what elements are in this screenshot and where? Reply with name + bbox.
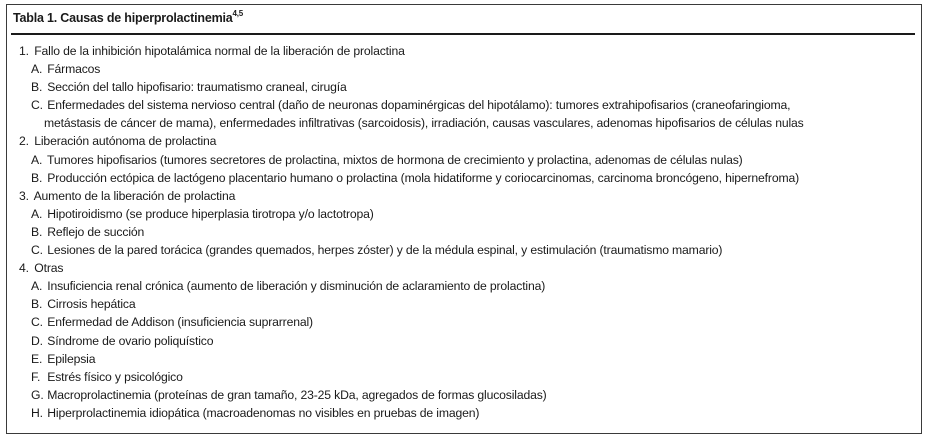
item-text: Macroprolactinemia (proteínas de gran tamaño, 23-25 kDa, agregados de formas glucosiladas) xyxy=(47,387,547,402)
section-title: Fallo de la inhibición hipotalámica normal de la liberación de prolactina xyxy=(34,44,405,58)
item-text: Hipotiroidismo (se produce hiperplasia tirotropa y/o lactotropa) xyxy=(47,206,374,221)
item-letter: A. xyxy=(31,152,43,167)
item-text: Tumores hipofisarios (tumores secretores de prolactina, mixtos de hormona de crecimiento y prolactina, adenomas de células nulas) xyxy=(47,152,743,167)
item-letter: A. xyxy=(31,62,43,77)
item-letter: E. xyxy=(31,351,43,366)
list-item xyxy=(19,169,915,187)
item-letter: B. xyxy=(31,170,43,185)
item-letter: F. xyxy=(31,369,41,384)
item-letter: H. xyxy=(31,405,43,420)
item-text-continuation: metástasis de cáncer de mama), enfermedades infiltrativas (sarcoidosis), irradiación, causas vasculares, adenomas hipofisarios de células nulas xyxy=(44,116,804,131)
item-letter: B. xyxy=(31,224,43,239)
item-text: Lesiones de la pared torácica (grandes quemados, herpes zóster) y de la médula espinal, y estimulación (traumatismo mamario) xyxy=(47,243,723,258)
list-item xyxy=(19,96,915,114)
item-letter: D. xyxy=(31,333,43,348)
item-letter: C. xyxy=(31,98,43,113)
list-item xyxy=(19,386,915,404)
section-number: 4. xyxy=(19,261,29,276)
section-title: Liberación autónoma de prolactina xyxy=(34,134,217,149)
table-title-text: Tabla 1. Causas de hiperprolactinemia xyxy=(13,11,233,26)
list-item xyxy=(19,313,915,331)
item-text: Sección del tallo hipofisario: traumatismo craneal, cirugía xyxy=(47,80,347,95)
item-text: Hiperprolactinemia idiopática (macroadenomas no visibles en pruebas de imagen) xyxy=(47,405,480,420)
causes-table xyxy=(6,4,922,434)
item-text: Enfermedad de Addison (insuficiencia suprarrenal) xyxy=(47,315,313,330)
list-item xyxy=(19,205,915,223)
item-text: Epilepsia xyxy=(47,351,96,366)
list-item xyxy=(19,350,915,368)
list-item xyxy=(19,223,915,241)
item-text: Enfermedades del sistema nervioso central (daño de neuronas dopaminérgicas del hipotálamo): tumores extrahipofisarios (craneofaringioma, xyxy=(47,98,791,113)
list-item xyxy=(19,241,915,259)
item-text: Fármacos xyxy=(47,62,101,77)
list-item xyxy=(19,368,915,386)
item-letter: C. xyxy=(31,315,43,330)
section-title: Otras xyxy=(34,261,64,276)
item-letter: B. xyxy=(31,80,43,95)
list-item xyxy=(19,404,915,422)
section-number: 3. xyxy=(19,188,29,203)
section-title: Aumento de la liberación de prolactina xyxy=(33,188,236,203)
title-divider xyxy=(11,33,915,35)
section-number: 1. xyxy=(19,44,29,58)
section-heading xyxy=(19,132,915,150)
list-item xyxy=(19,295,915,313)
list-item xyxy=(19,277,915,295)
item-text: Cirrosis hepática xyxy=(47,297,136,312)
section-number: 2. xyxy=(19,134,29,149)
table-content xyxy=(19,42,915,422)
section-heading xyxy=(19,259,915,277)
item-letter: A. xyxy=(31,206,43,221)
item-letter: G. xyxy=(31,387,44,402)
list-item xyxy=(19,151,915,169)
item-text: Producción ectópica de lactógeno placentario humano o prolactina (mola hidatiforme y coriocarcinomas, carcinoma broncógeno, hipernefroma) xyxy=(47,170,799,185)
table-title xyxy=(13,10,243,25)
list-item xyxy=(19,60,915,78)
list-item xyxy=(19,332,915,350)
item-text: Síndrome de ovario poliquístico xyxy=(47,333,214,348)
item-text: Estrés físico y psicológico xyxy=(47,369,183,384)
section-heading xyxy=(19,42,915,60)
item-text: Insuficiencia renal crónica (aumento de liberación y disminución de aclaramiento de prolactina) xyxy=(47,279,546,294)
item-letter: C. xyxy=(31,243,43,258)
item-text: Reflejo de succión xyxy=(47,224,145,239)
list-item xyxy=(19,78,915,96)
item-letter: A. xyxy=(31,279,43,294)
item-letter: B. xyxy=(31,297,43,312)
table-title-references: 4,5 xyxy=(232,9,244,18)
section-heading xyxy=(19,187,915,205)
